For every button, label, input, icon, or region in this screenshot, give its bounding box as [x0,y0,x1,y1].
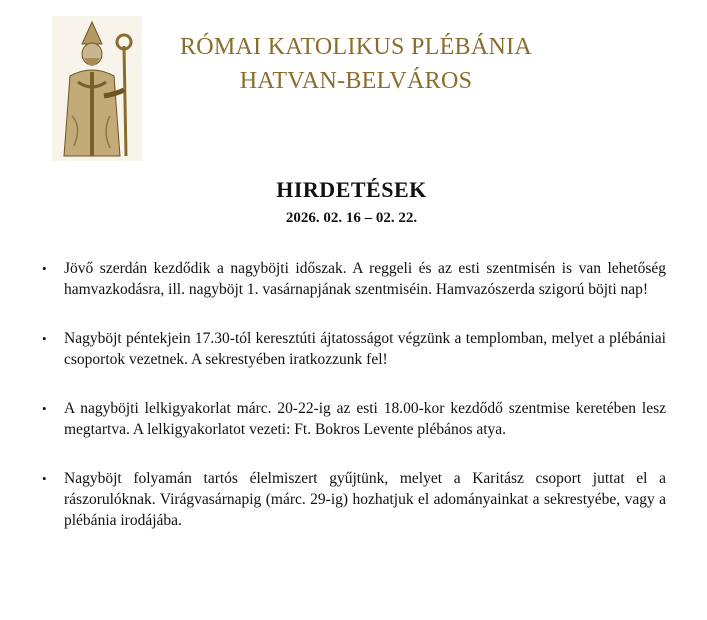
announcement-item [40,328,666,370]
date-range: 2026. 02. 16 – 02. 22. [285,210,418,226]
parish-name-line2: HATVAN-BELVÁROS [239,68,473,94]
parish-logo [52,16,142,161]
bullet-icon: • [42,331,47,346]
announcement-item [40,258,666,300]
bullet-icon: • [42,401,47,416]
page-title: HIRDETÉSEK [276,177,427,202]
bullet-icon: • [42,261,47,276]
announcement-text: Nagyböjt péntekjein 17.30-tól keresztúti ájtatosságot végzünk a templomban, melyet a plébániai csoportok vezetnek. A sekrestyében iratkozzunk fel! [64,330,666,368]
announcement-text: A nagyböjti lelkigyakorlat márc. 20-22-ig az esti 18.00-kor kezdődő szentmise keretében lesz megtartva. A lelkigyakorlatot vezeti: Ft. Bokros Levente plébános atya. [64,400,666,438]
announcement-text: Jövő szerdán kezdődik a nagyböjti időszak. A reggeli és az esti szentmisén is van lehetőség hamvazkodásra, ill. nagyböjt 1. vasárnapjának szentmiséin. Hamvazószerda szigorú böjti nap! [64,260,666,298]
bullet-icon: • [42,471,47,486]
announcement-item [40,468,666,531]
parish-name [146,30,566,98]
announcement-item [40,398,666,440]
announcement-text: Nagyböjt folyamán tartós élelmiszert gyűjtünk, melyet a Karitász csoport juttat el a rászorulóknak. Virágvasárnapig (márc. 29-ig) hozhatjuk el adományainkat a sekrestyébe, vagy a plébánia irodájába. [64,470,666,529]
parish-name-line1: RÓMAI KATOLIKUS PLÉBÁNIA [179,34,533,60]
announcement-list [40,258,666,531]
saint-bishop-icon [52,16,142,161]
